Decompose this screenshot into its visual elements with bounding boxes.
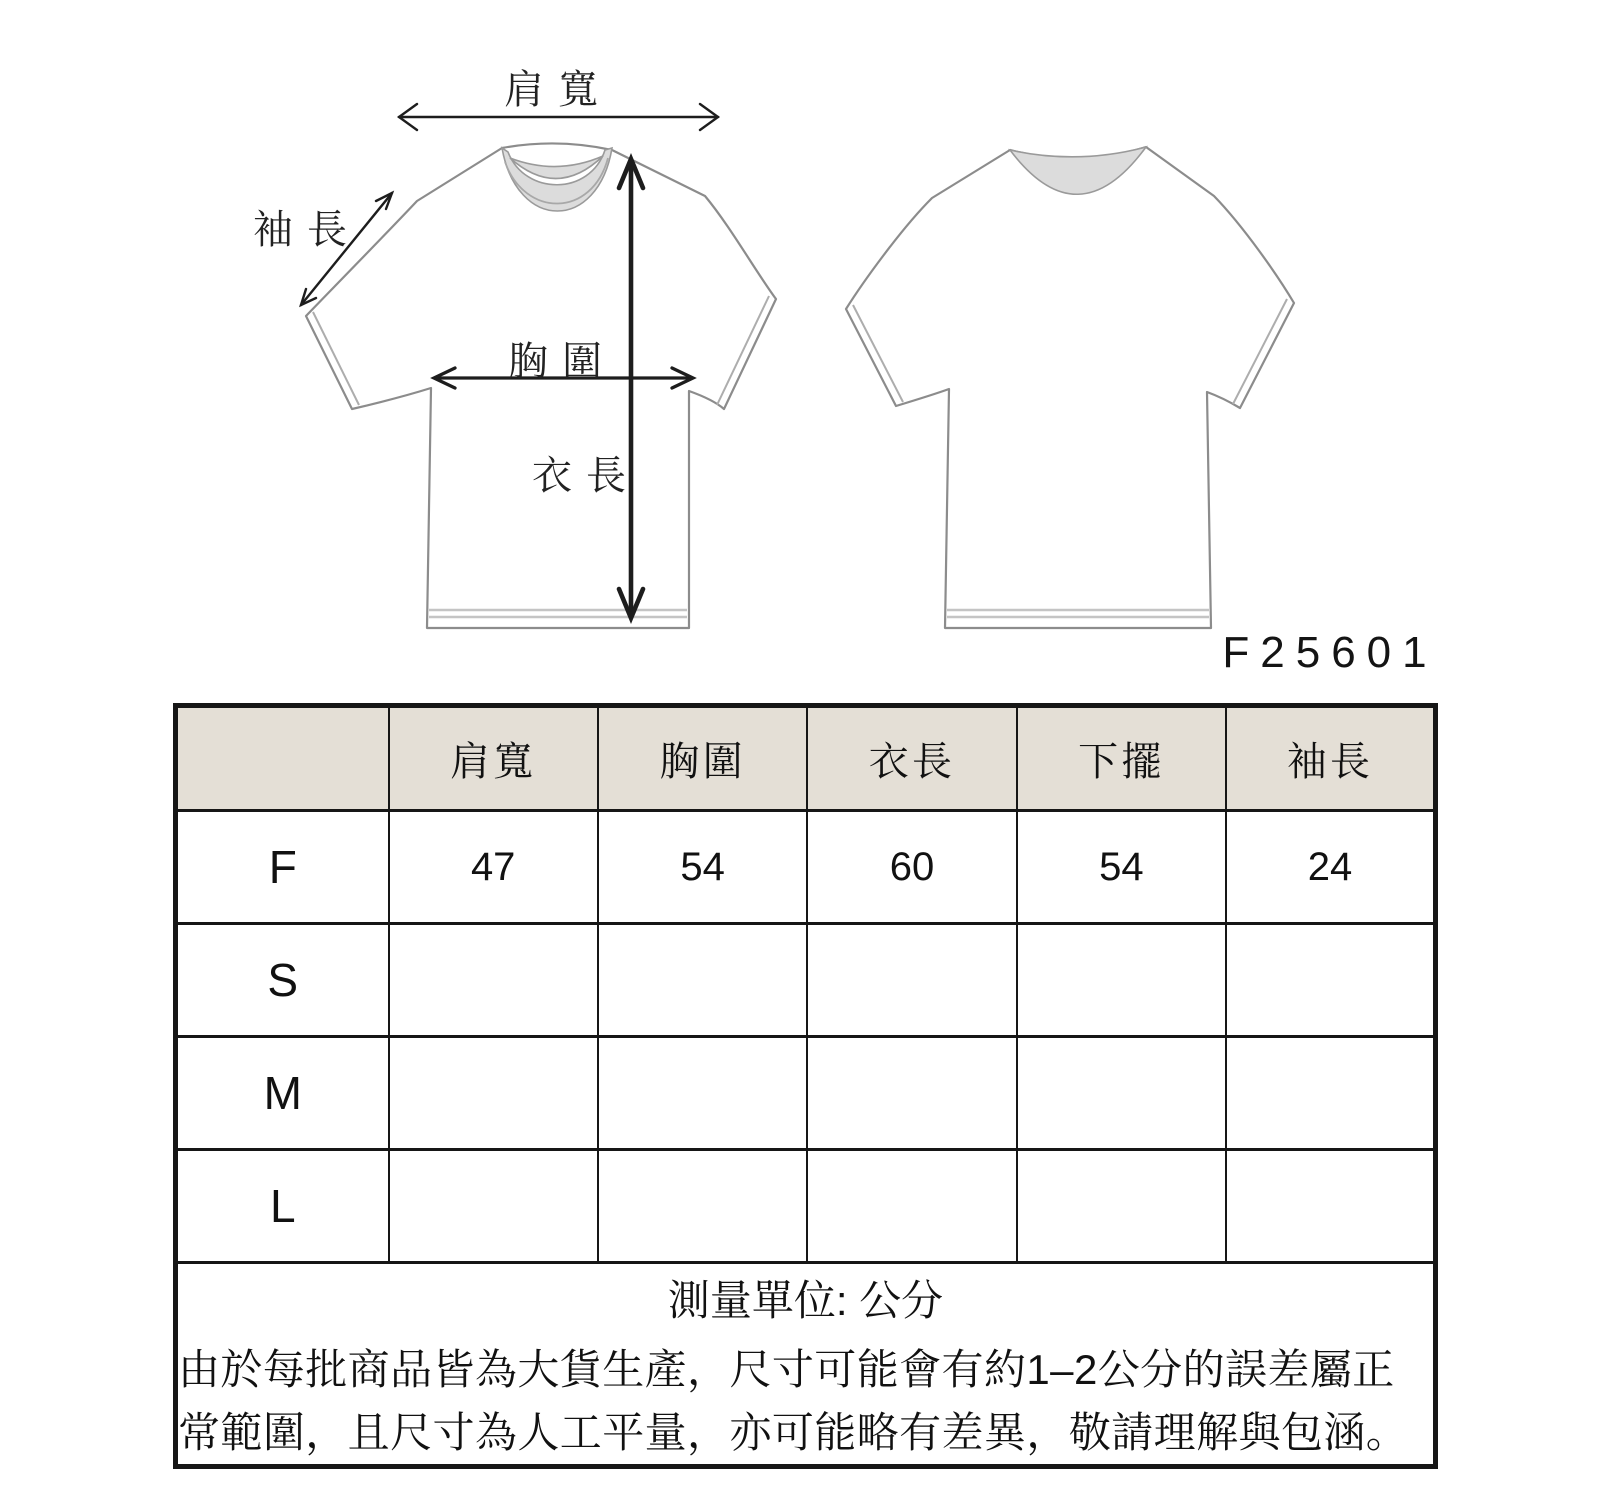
size-row-m	[176, 1037, 1436, 1150]
value-cell	[1017, 1037, 1226, 1150]
value-cell	[389, 1037, 598, 1150]
size-row-l	[176, 1150, 1436, 1263]
table-notes-cell	[176, 1263, 1436, 1467]
header-cell-shoulder: 肩寬	[389, 706, 598, 811]
garment-length-label: 衣長	[532, 454, 640, 498]
size-label: S	[176, 924, 389, 1037]
measurement-unit-note: 測量單位: 公分	[667, 1277, 944, 1324]
value-cell	[807, 924, 1016, 1037]
value-cell	[807, 1037, 1016, 1150]
back-shirt-illustration	[846, 147, 1294, 628]
value-cell	[1017, 1150, 1226, 1263]
value-cell	[807, 1150, 1016, 1263]
header-cell-length: 衣長	[807, 706, 1016, 811]
value-cell: 60	[807, 811, 1016, 924]
tshirt-illustrations	[0, 0, 1606, 700]
value-cell	[389, 1150, 598, 1263]
header-cell-sleeve: 袖長	[1226, 706, 1435, 811]
header-cell-chest: 胸圍	[598, 706, 807, 811]
shoulder-width-label: 肩寬	[504, 68, 612, 112]
value-cell	[1226, 1150, 1435, 1263]
value-cell: 54	[598, 811, 807, 924]
chest-width-label: 胸圍	[508, 340, 616, 384]
value-cell	[598, 924, 807, 1037]
size-table	[173, 703, 1438, 1469]
product-code: F25601	[1222, 628, 1438, 677]
table-notes-row	[176, 1263, 1436, 1467]
value-cell	[598, 1150, 807, 1263]
measurement-diagram	[0, 0, 1606, 700]
size-row-f	[176, 811, 1436, 924]
value-cell	[598, 1037, 807, 1150]
value-cell: 54	[1017, 811, 1226, 924]
sleeve-length-label: 袖長	[253, 208, 361, 252]
value-cell	[389, 924, 598, 1037]
tolerance-disclaimer: 由於每批商品皆為大貨生產，尺寸可能會有約1–2公分的誤差屬正常範圍，且尺寸為人工平量，亦可能略有差異，敬請理解與包涵。	[178, 1346, 1409, 1456]
value-cell: 24	[1226, 811, 1435, 924]
value-cell	[1017, 924, 1226, 1037]
value-cell	[1226, 924, 1435, 1037]
value-cell: 47	[389, 811, 598, 924]
header-cell-size	[176, 706, 389, 811]
header-cell-hem: 下擺	[1017, 706, 1226, 811]
size-table-header-row	[176, 706, 1436, 811]
size-row-s	[176, 924, 1436, 1037]
value-cell	[1226, 1037, 1435, 1150]
size-label: M	[176, 1037, 389, 1150]
size-label: F	[176, 811, 389, 924]
size-label: L	[176, 1150, 389, 1263]
